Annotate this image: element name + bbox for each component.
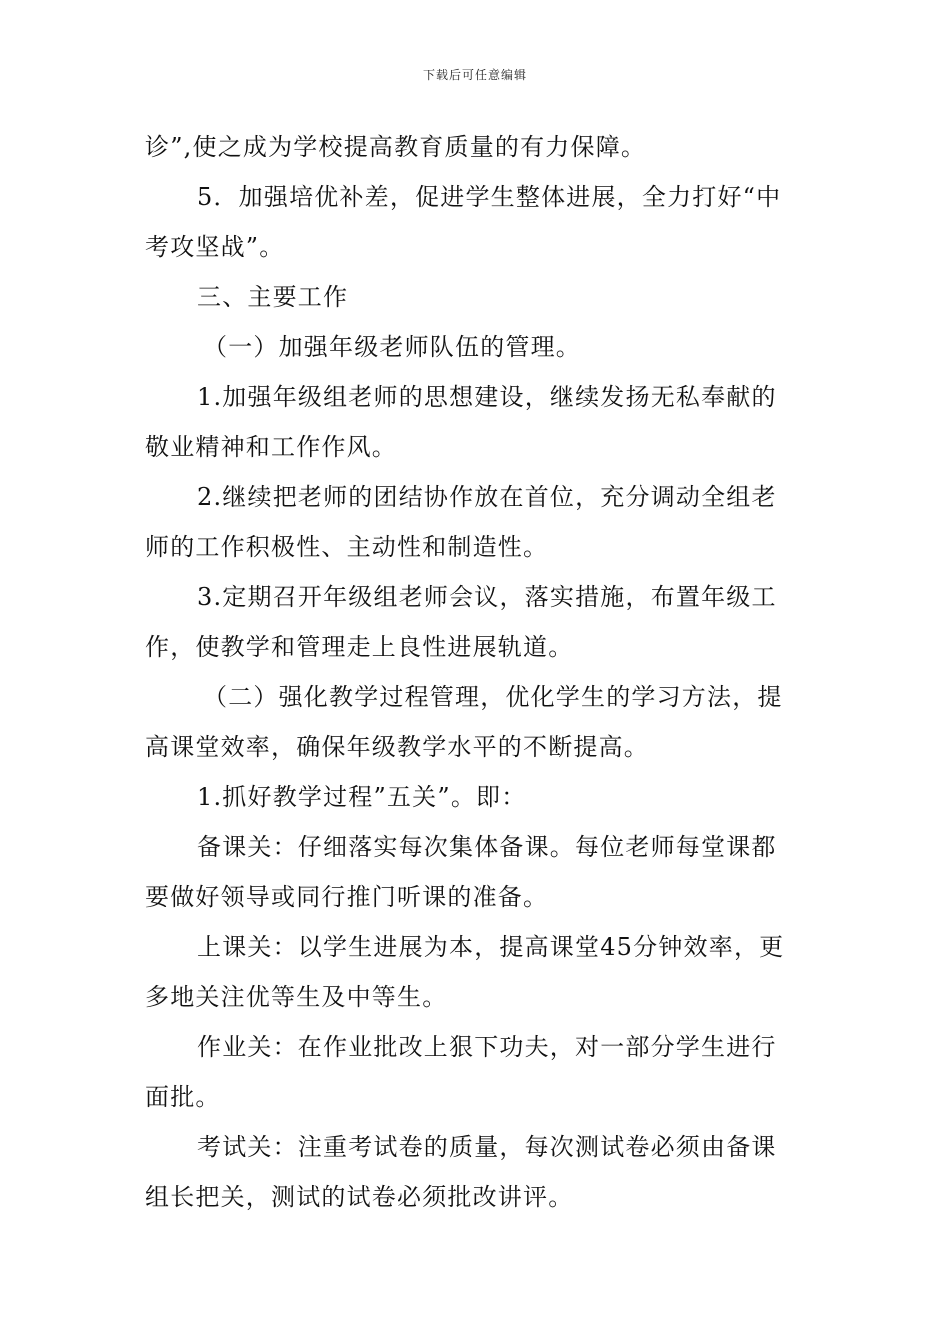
subsection-heading: （一）加强年级老师队伍的管理。 — [203, 333, 581, 361]
subsection-heading: （二）强化教学过程管理，优化学生的学习方法，提 — [203, 683, 783, 711]
paragraph-line: 要做好领导或同行推门听课的准备。 — [145, 883, 549, 911]
paragraph-line: 组长把关，测试的试卷必须批改讲评。 — [145, 1183, 574, 1211]
paragraph-line: 作，使教学和管理走上良性进展轨道。 — [145, 633, 574, 661]
paragraph-line: 面批。 — [145, 1083, 221, 1111]
paragraph-line: 上课关：以学生进展为本，提高课堂45分钟效率，更 — [197, 933, 785, 961]
paragraph-line: 考试关：注重考试卷的质量，每次测试卷必须由备课 — [197, 1133, 777, 1161]
paragraph-line: 3.定期召开年级组老师会议，落实措施，布置年级工 — [197, 583, 777, 611]
section-heading: 三、主要工作 — [197, 283, 349, 311]
paragraph-line: 师的工作积极性、主动性和制造性。 — [145, 533, 549, 561]
paragraph-line: 1.抓好教学过程”五关”。即： — [197, 783, 527, 811]
document-body — [145, 122, 807, 1222]
paragraph-line: 敬业精神和工作作风。 — [145, 433, 397, 461]
page-header-note: 下载后可任意编辑 — [422, 68, 527, 82]
paragraph-line: 诊”,使之成为学校提高教育质量的有力保障。 — [145, 133, 647, 161]
paragraph-line: 2.继续把老师的团结协作放在首位，充分调动全组老 — [197, 483, 777, 511]
paragraph-line: 作业关：在作业批改上狠下功夫，对一部分学生进行 — [197, 1033, 777, 1061]
paragraph-line: 1.加强年级组老师的思想建设，继续发扬无私奉献的 — [197, 383, 777, 411]
paragraph-line: 考攻坚战”。 — [145, 233, 285, 261]
paragraph-line: 5．加强培优补差，促进学生整体进展，全力打好“中 — [197, 183, 782, 211]
paragraph-line: 备课关：仔细落实每次集体备课。每位老师每堂课都 — [197, 833, 777, 861]
paragraph-line: 多地关注优等生及中等生。 — [145, 983, 448, 1011]
paragraph-line: 高课堂效率，确保年级教学水平的不断提高。 — [145, 733, 649, 761]
